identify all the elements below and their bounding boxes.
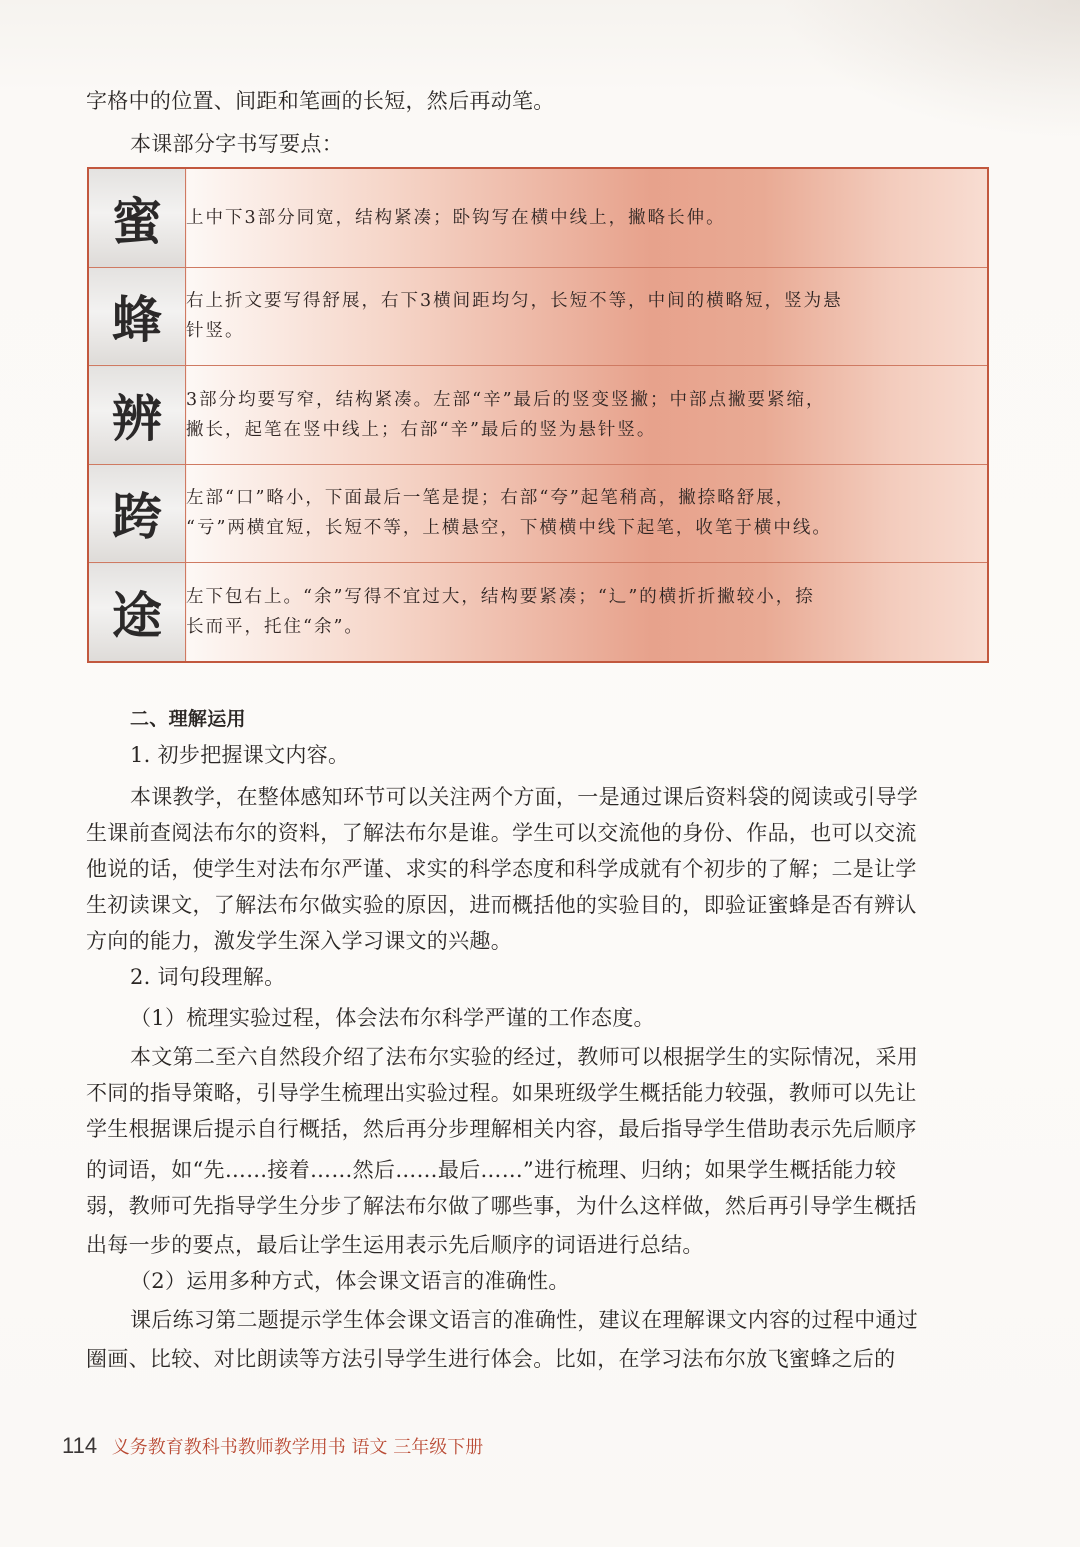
table-char: 蜜 xyxy=(88,168,186,267)
intro-line-1: 字格中的位置、间距和笔画的长短，然后再动笔。 xyxy=(86,89,555,113)
table-desc xyxy=(186,464,989,563)
item-heading-2: 2. 词句段理解。 xyxy=(130,965,286,989)
table-desc-line: 撇长，起笔在竖中线上；右部“辛”最后的竖为悬针竖。 xyxy=(186,419,657,440)
table-desc xyxy=(186,168,989,267)
paragraph-line: 本文第二至六自然段介绍了法布尔实验的经过，教师可以根据学生的实际情况，采用 xyxy=(130,1045,919,1069)
paragraph-line: 他说的话，使学生对法布尔严谨、求实的科学态度和科学成就有个初步的了解；二是让学 xyxy=(86,857,917,881)
table-desc-line: 3部分均要写窄，结构紧凑。左部“辛”最后的竖变竖撇；中部点撇要紧缩， xyxy=(186,389,826,410)
table-desc-line: 针竖。 xyxy=(186,321,245,342)
paragraph-line: 学生根据课后提示自行概括，然后再分步理解相关内容，最后指导学生借助表示先后顺序 xyxy=(86,1117,917,1141)
table-char: 辨 xyxy=(88,366,186,465)
table-row xyxy=(88,168,988,267)
paragraph-line: 课后练习第二题提示学生体会课文语言的准确性，建议在理解课文内容的过程中通过 xyxy=(130,1308,919,1332)
table-char: 跨 xyxy=(88,464,186,563)
table-row xyxy=(88,464,988,563)
paragraph-line: 方向的能力，激发学生深入学习课文的兴趣。 xyxy=(86,929,512,953)
paragraph-line: 不同的指导策略，引导学生梳理出实验过程。如果班级学生概括能力较强，教师可以先让 xyxy=(86,1081,917,1105)
table-desc xyxy=(186,267,989,366)
paragraph-line: 弱，教师可先指导学生分步了解法布尔做了哪些事，为什么这样做，然后再引导学生概括 xyxy=(86,1194,917,1218)
page-corner-shadow xyxy=(780,0,1080,140)
table-desc-line: 左下包右上。“余”写得不宜过大，结构要紧凑；“辶”的横折折撇较小，捺 xyxy=(186,587,815,608)
page-footer xyxy=(62,1432,483,1462)
book-title: 义务教育教科书教师教学用书 语文 三年级下册 xyxy=(111,1437,484,1458)
table-desc-line: “亏”两横宜短，长短不等，上横悬空，下横横中线下起笔，收笔于横中线。 xyxy=(186,518,832,539)
table-desc-line: 右上折文要写得舒展，右下3横间距均匀，长短不等，中间的横略短，竖为悬 xyxy=(186,291,843,312)
paragraph-line: 圈画、比较、对比朗读等方法引导学生进行体会。比如，在学习法布尔放飞蜜蜂之后的 xyxy=(86,1347,896,1371)
table-desc-line: 左部“口”略小，下面最后一笔是提；右部“夸”起笔稍高，撇捺略舒展， xyxy=(186,488,796,509)
table-desc xyxy=(186,366,989,465)
paragraph-line: 生课前查阅法布尔的资料，了解法布尔是谁。学生可以交流他的身份、作品，也可以交流 xyxy=(86,821,917,845)
paragraph-line: 的词语，如“先……接着……然后……最后……”进行梳理、归纳；如果学生概括能力较 xyxy=(86,1158,897,1182)
table-char: 蜂 xyxy=(88,267,186,366)
table-row xyxy=(88,267,988,366)
table-row xyxy=(88,563,988,662)
table-char: 途 xyxy=(88,563,186,662)
table-desc-line: 上中下3部分同宽，结构紧凑；卧钩写在横中线上，撇略长伸。 xyxy=(186,207,726,228)
section-heading: 二、理解运用 xyxy=(130,708,246,730)
item-heading-1: 1. 初步把握课文内容。 xyxy=(130,743,350,767)
page-number: 114 xyxy=(62,1433,98,1458)
sub-heading-1: （1）梳理实验过程，体会法布尔科学严谨的工作态度。 xyxy=(130,1006,655,1030)
table-row xyxy=(88,366,988,465)
sub-heading-2: （2）运用多种方式，体会课文语言的准确性。 xyxy=(130,1269,570,1293)
paragraph-line: 本课教学，在整体感知环节可以关注两个方面，一是通过课后资料袋的阅读或引导学 xyxy=(130,785,919,809)
intro-line-2: 本课部分字书写要点： xyxy=(130,132,343,156)
paragraph-line: 生初读课文，了解法布尔做实验的原因，进而概括他的实验目的，即验证蜜蜂是否有辨认 xyxy=(86,893,917,917)
table-desc xyxy=(186,563,989,662)
table-desc-line: 长而平，托住“余”。 xyxy=(186,617,364,638)
paragraph-line: 出每一步的要点，最后让学生运用表示先后顺序的词语进行总结。 xyxy=(86,1233,704,1257)
character-writing-table xyxy=(87,167,989,663)
